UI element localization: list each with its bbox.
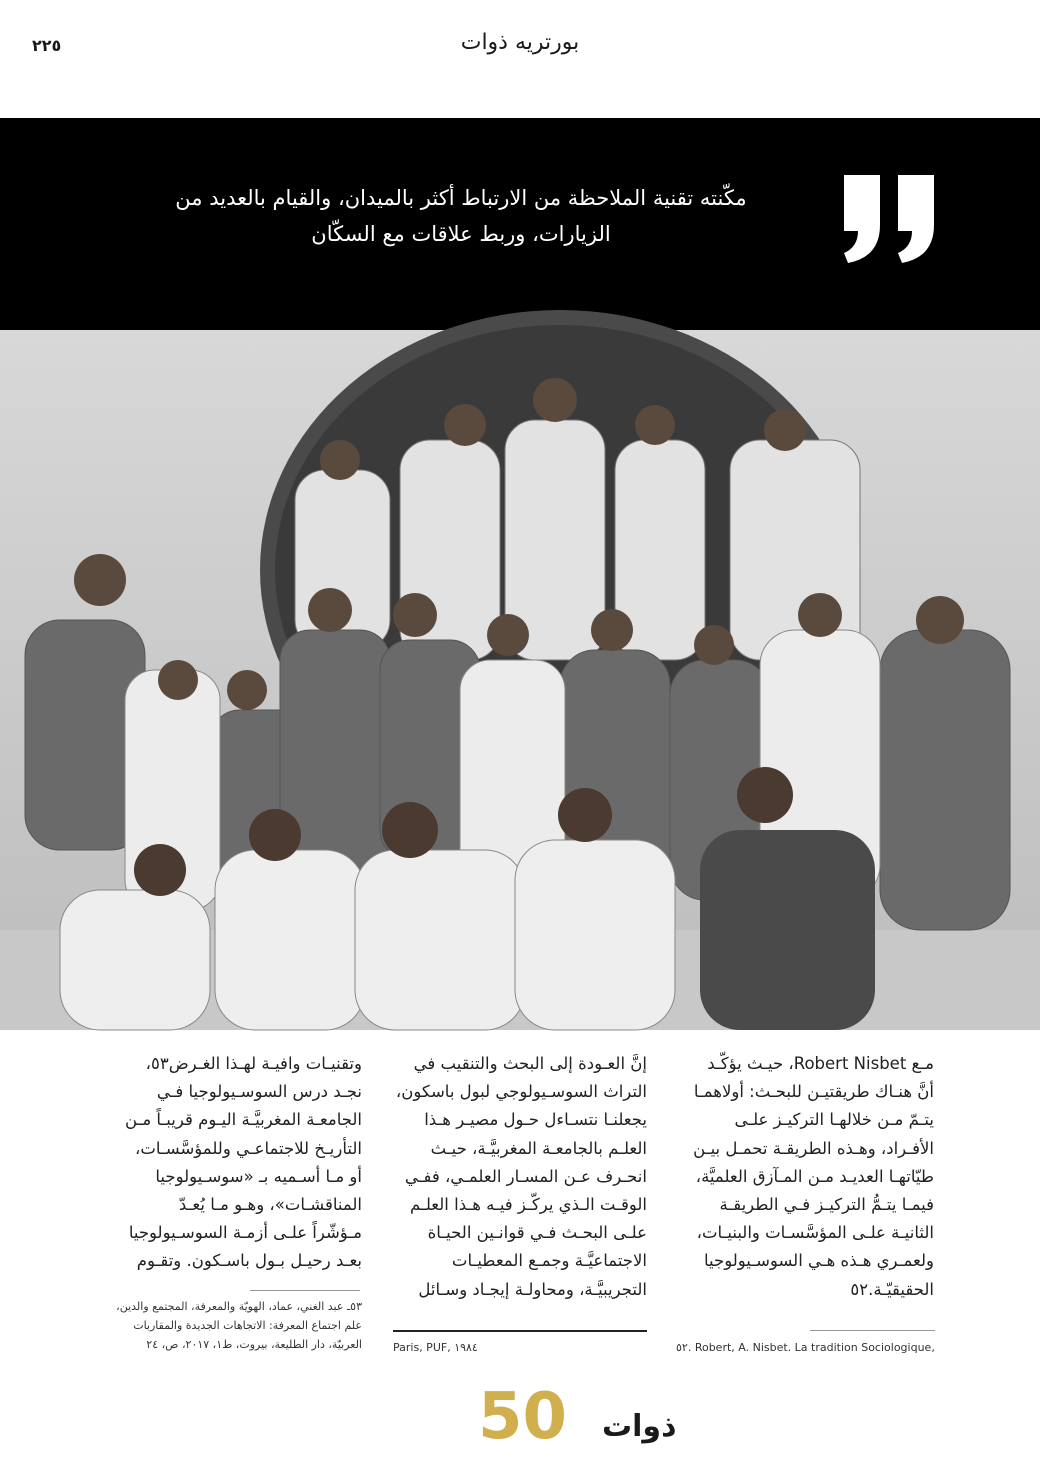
text-line: العلـم بالجامعـة المغربيَّـة، حيـث <box>430 1138 647 1158</box>
text-line: الوقـت الـذي يركّـز فيـه هـذا العلـم <box>410 1195 647 1215</box>
text-line: يجعلنـا نتسـاءل حـول مصيـر هـذا <box>424 1110 647 1130</box>
running-header-title: بورتريه ذوات <box>460 30 580 55</box>
text-line: التراث السوسـيولوجي لبول باسكون، <box>395 1082 647 1102</box>
group-photo <box>0 330 1040 1030</box>
text-line: بعـد رحيـل بـول باسـكون. وتقـوم <box>136 1251 362 1271</box>
logo-text: ذوات <box>602 1409 677 1444</box>
text-line: التأريـخ للاجتماعـي وللمؤسَّسـات، <box>135 1138 362 1158</box>
text-line: طيّاتهـا العديـد مـن المـآزق العلميَّة، <box>695 1166 934 1186</box>
text-column-middle <box>393 1050 647 1304</box>
pull-quote-line: الزيارات، وربط علاقات مع السكّان <box>311 222 611 246</box>
text-column-left <box>108 1050 362 1276</box>
footnote-line: ٥٣ـ عبد الغني، عماد، الهويّة والمعرفة، المجتمع والدين، <box>116 1300 362 1313</box>
logo-numeral: 50 <box>478 1380 568 1454</box>
text-line: أو مـا أسـميه بـ «سوسـيولوجيا <box>155 1166 362 1186</box>
text-line: نجـد درس السوسـيولوجيا فـي <box>156 1082 362 1102</box>
text-line: المناقشـات»، وهـو مـا يُعـدّ <box>178 1195 362 1215</box>
text-line: انحـرف عـن المسـار العلمـي، ففـي <box>404 1166 647 1186</box>
footnote-52-part1: ٥٢. Robert, A. Nisbet. La tradition Sociologique, <box>676 1341 935 1354</box>
text-column-right <box>672 1050 934 1304</box>
text-line: ولعمـري هـذه هـي السوسـيولوجيا <box>704 1251 934 1271</box>
text-line: الاجتماعيَّـة وجمـع المعطيـات <box>451 1251 647 1271</box>
text-line: أنَّ هنـاك طريقتيـن للبحـث: أولاهمـا <box>693 1082 934 1102</box>
text-line: الأفـراد، وهـذه الطريقـة تحمـل بيـن <box>693 1138 934 1158</box>
text-line: إنَّ العـودة إلى البحث والتنقيب في <box>413 1054 647 1073</box>
text-line: الحقيقيّـة.٥٢ <box>850 1279 934 1299</box>
footnote-rule-left <box>250 1290 360 1291</box>
page-number: ٢٢٥ <box>32 36 62 55</box>
footnote-53 <box>100 1297 362 1354</box>
pull-quote-line: مكّنته تقنية الملاحظة من الارتباط أكثر بالميدان، والقيام بالعديد من <box>175 186 747 210</box>
text-line: الجامعـة المغربيَّـة اليـوم قريبـاً مـن <box>124 1110 362 1130</box>
text-line: الثانيـة علـى المؤسَّسـات والبنيـات، <box>696 1223 934 1243</box>
dhawat-50-logo-icon <box>470 1378 677 1454</box>
footnote-rule-middle <box>393 1330 647 1332</box>
text-line: مـؤشّراً علـى أزمـة السوسـيولوجيا <box>128 1223 362 1243</box>
text-line: مـع Robert Nisbet، حيـث يؤكّـد <box>707 1054 934 1073</box>
text-line: فيمـا يتـمُّ التركيـز فـي الطريقـة <box>719 1195 934 1215</box>
group-photo-icon <box>0 330 1040 1030</box>
text-line: التجريبيَّـة، ومحاولـة إيجـاد وسـائل <box>418 1279 647 1299</box>
pull-quote-text <box>100 180 822 252</box>
footnote-rule-right <box>810 1330 935 1331</box>
closing-quote-icon <box>840 165 940 265</box>
text-line: يتـمّ مـن خلالهـا التركيـز علـى <box>734 1110 934 1130</box>
text-line: وتقنيـات وافيـة لهـذا الغـرض٥٣، <box>145 1054 362 1073</box>
footnote-line: العربيّة، دار الطليعة، بيروت، ط١، ٢٠١٧، ص، ٢٤ <box>146 1338 362 1351</box>
text-line: علـى البحـث فـي قوانـين الحيـاة <box>427 1223 647 1243</box>
footnote-line: علم اجتماع المعرفة: الاتجاهات الجديدة والمقاربات <box>133 1319 362 1332</box>
footnote-52-part2: Paris, PUF, ١٩٨٤ <box>393 1341 478 1354</box>
